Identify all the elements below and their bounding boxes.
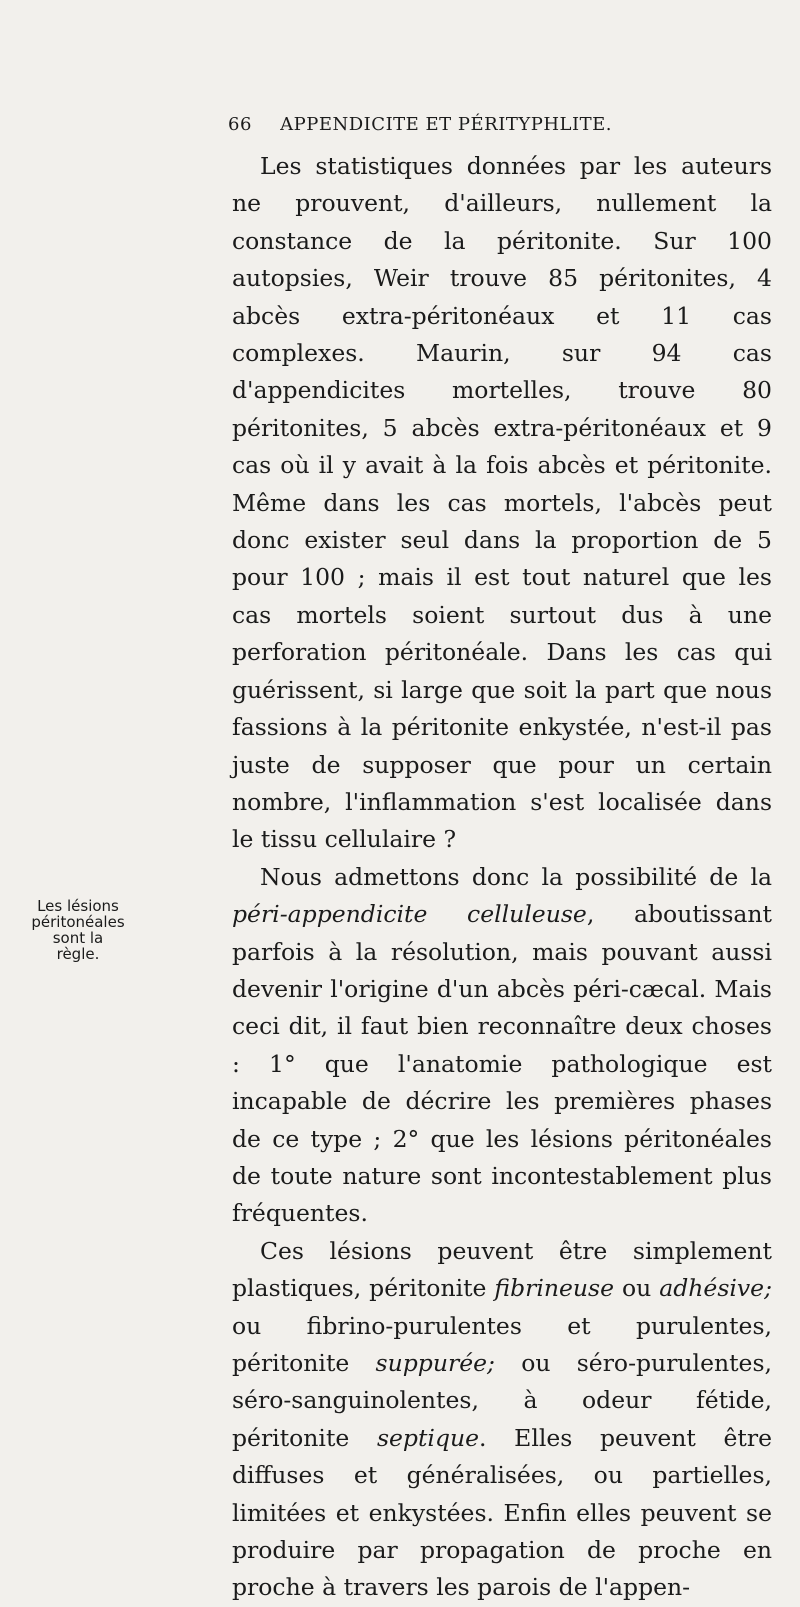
running-title: APPENDICITE ET PÉRITYPHLITE. [280,114,612,135]
italic-term: adhésive; [659,1274,772,1303]
body-text [232,148,772,1607]
text-run: . Elles peuvent être diffuses et généralisées, ou partielles, limitées et enkystées. Enfin elles peuvent se produire par propagation de proche en proche à travers les parois de l'appen- [232,1423,773,1602]
italic-term: fibrineuse [494,1274,615,1303]
italic-term: suppurée; [375,1349,495,1377]
running-header [228,114,612,135]
paragraph-peri-appendicitis [232,859,772,1233]
text-run: ou fibrino-purulentes et purulentes, péritonite [232,1311,772,1377]
text-run: ou séro-purulentes, séro-sanguinolentes, à odeur fétide, péritonite [232,1349,772,1452]
page-number: 66 [228,114,252,135]
italic-term: septique [376,1423,480,1452]
margin-note: Les lésions péritonéales sont la règle. [31,897,125,963]
text-run: Ces lésions peuvent être simplement plastiques, péritonite [232,1236,772,1303]
text-run: ou [614,1274,660,1303]
text-run: , aboutissant parfois à la résolution, mais pouvant aussi devenir l'origine d'un abcès péri-cæcal. Mais ceci dit, il faut bien reconnaître deux choses : 1° que l'anatomie pathologique est incapable de décrire les premières phases de ce type ; 2° que les lésions péritonéales de toute nature sont incontestablement plus fréquentes. [232,900,772,1228]
text-run: Nous admettons donc la possibilité de la [260,862,772,891]
italic-term: péri-appendicite celluleuse [232,900,587,929]
paragraph-statistics: Les statistiques données par les auteurs ne prouvent, d'ailleurs, nullement la constance de la péritonite. Sur 100 autopsies, Weir trouve 85 péritonites, 4 abcès extra-péritonéaux et 11 cas complexes. Maurin, sur 94 cas d'appendicites mortelles, trouve 80 péritonites, 5 abcès extra-péritonéaux et 9 cas où il y avait à la fois abcès et péritonite. Même dans les cas mortels, l'abcès peut donc exister seul dans la proportion de 5 pour 100 ; mais il est tout naturel que les cas mortels soient surtout dus à une perforation péritonéale. Dans les cas qui guérissent, si large que soit la part que nous fassions à la péritonite enkystée, n'est-il pas juste de supposer que pour un certain nombre, l'inflammation s'est localisée dans le tissu cellulaire ? [232,152,772,854]
paragraph-lesions [232,1233,772,1607]
